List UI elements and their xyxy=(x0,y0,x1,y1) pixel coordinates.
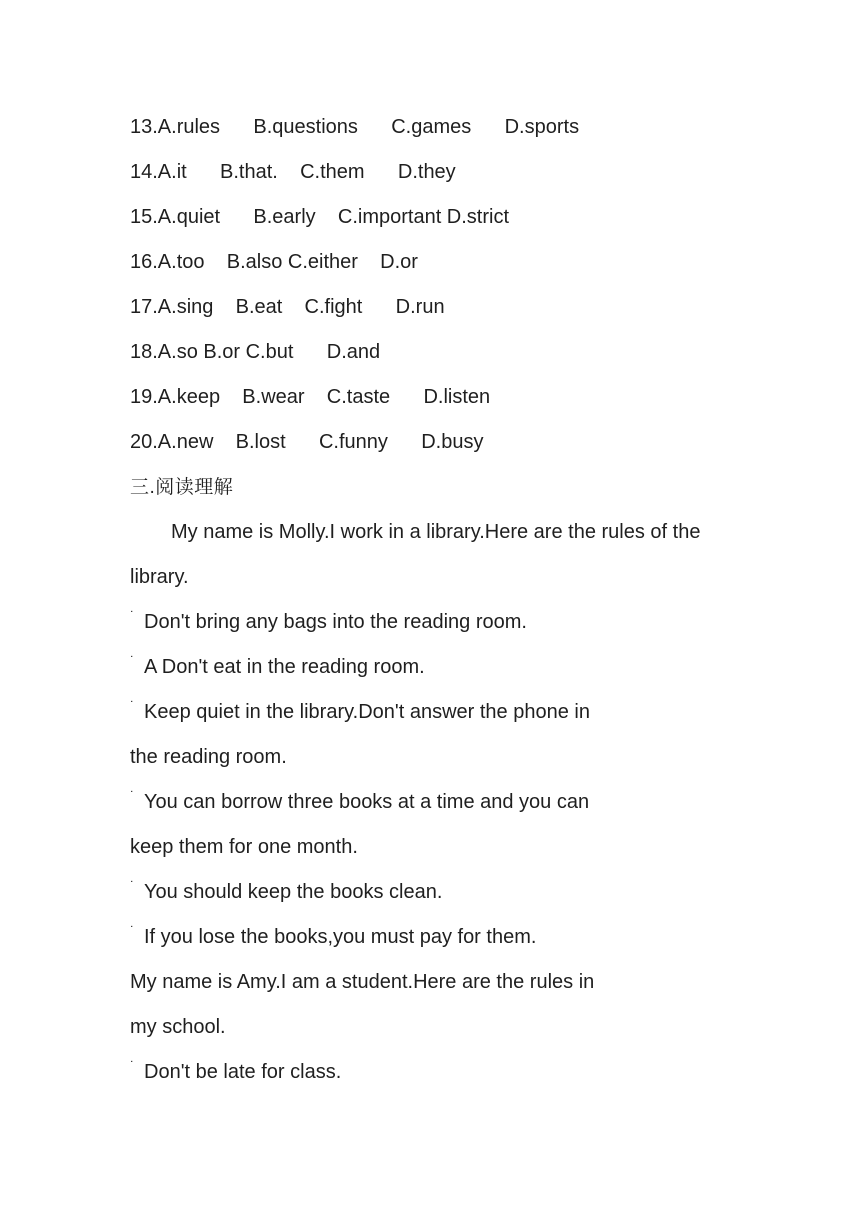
amy-intro-line-cont: my school. xyxy=(130,1016,226,1038)
library-rule-text: Don't bring any bags into the reading room. xyxy=(144,611,527,633)
option-line-15: 15.A.quiet B.early C.important D.strict xyxy=(130,206,510,228)
bullet-marker: ˙ xyxy=(130,698,135,714)
section-heading: 三.阅读理解 xyxy=(130,477,234,498)
school-rule-item xyxy=(130,1050,740,1095)
option-line-14: 14.A.it B.that. C.them D.they xyxy=(130,161,456,183)
option-line-17: 17.A.sing B.eat C.fight D.run xyxy=(130,296,445,318)
bullet-marker: ˙ xyxy=(130,608,135,624)
library-rule-item xyxy=(130,690,740,735)
library-rule-text: A Don't eat in the reading room. xyxy=(144,656,425,678)
option-line-16: 16.A.too B.also C.either D.or xyxy=(130,251,418,273)
passage-intro-line: My name is Molly.I work in a library.Here are the rules of the xyxy=(171,521,701,543)
bullet-marker: ˙ xyxy=(130,653,135,669)
library-rule-text: If you lose the books,you must pay for them. xyxy=(144,926,537,948)
bullet-marker: ˙ xyxy=(130,923,135,939)
library-rule-text: You should keep the books clean. xyxy=(144,881,443,903)
bullet-marker: ˙ xyxy=(130,878,135,894)
bullet-marker: ˙ xyxy=(130,1058,135,1074)
amy-intro-line: My name is Amy.I am a student.Here are the rules in xyxy=(130,971,595,993)
library-rule-item xyxy=(130,915,740,960)
library-rule-text-cont: the reading room. xyxy=(130,746,287,768)
option-line-13: 13.A.rules B.questions C.games D.sports xyxy=(130,116,580,138)
library-rule-text-cont: keep them for one month. xyxy=(130,836,358,858)
library-rule-item xyxy=(130,780,740,825)
option-line-19: 19.A.keep B.wear C.taste D.listen xyxy=(130,386,491,408)
option-line-20: 20.A.new B.lost C.funny D.busy xyxy=(130,431,484,453)
library-rule-item xyxy=(130,645,740,690)
bullet-marker: ˙ xyxy=(130,788,135,804)
library-rule-item xyxy=(130,600,740,645)
option-line-18: 18.A.so B.or C.but D.and xyxy=(130,341,381,363)
passage-intro-line-cont: library. xyxy=(130,566,189,588)
school-rule-text: Don't be late for class. xyxy=(144,1061,342,1083)
library-rule-item xyxy=(130,870,740,915)
document-content xyxy=(130,105,740,1095)
library-rule-text: Keep quiet in the library.Don't answer the phone in xyxy=(144,701,590,723)
library-rule-text: You can borrow three books at a time and you can xyxy=(144,791,590,813)
